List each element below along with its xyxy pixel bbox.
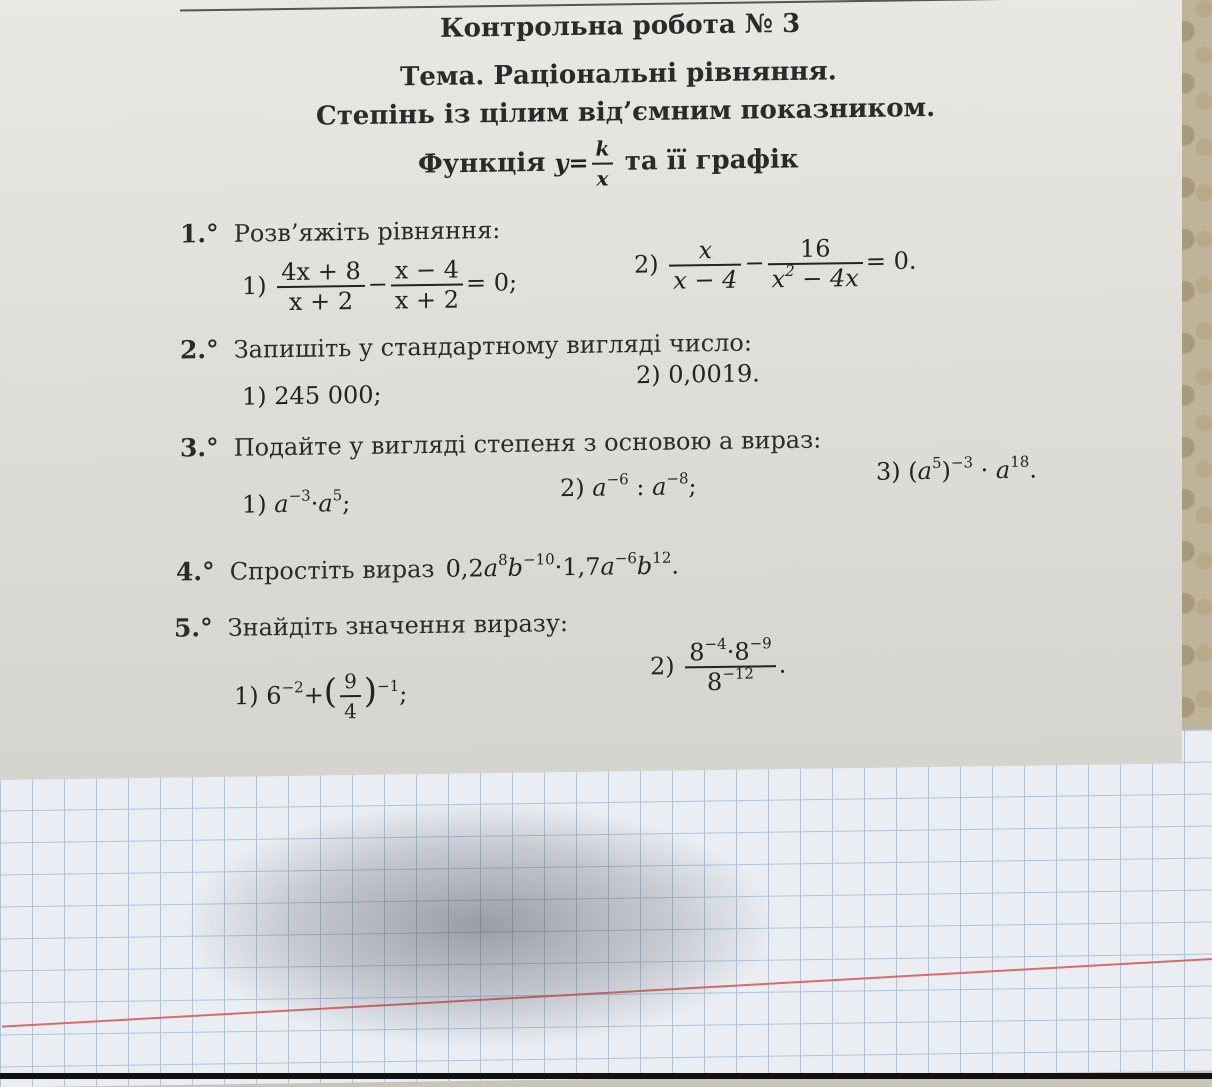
- task-5-item-2: 2) $\frac{8^{-4}\cdot 8^{-9}}{8^{-12}}$ .: [650, 634, 787, 697]
- task-number: 4.°: [176, 557, 215, 587]
- task-2-heading: [180, 328, 752, 365]
- task-number: 3.°: [180, 432, 219, 463]
- task-number: 2.°: [180, 334, 219, 365]
- hand-shadow: [180, 800, 780, 1050]
- task-1-item-2: 2) $\frac{x}{x - 4}$ − $\frac{16}{x^2 - 4x}$ = 0.: [634, 234, 917, 295]
- task-3-heading: [180, 425, 821, 463]
- topic-line-3: [418, 132, 799, 195]
- topic-line-1: Тема. Раціональні рівняння.: [400, 56, 837, 93]
- task-text: Спростіть вираз: [229, 554, 435, 586]
- topic-line-3-prefix: Функція: [418, 147, 546, 180]
- bottom-edge: [0, 1073, 1212, 1079]
- task-3-item-3: 3) $(a^5)^{-3} \cdot a^{18}$.: [876, 452, 1037, 486]
- topic-line-3-suffix: та її графік: [624, 144, 799, 177]
- task-4-expression: $0,2a^8b^{-10}\cdot 1,7a^{-6}b^{12}$.: [445, 548, 680, 583]
- top-rule-line: [180, 0, 1040, 11]
- task-1-item-1: 1) $\frac{4x + 8}{x + 2}$ − $\frac{x - 4}{x + 2}$ = 0;: [242, 255, 518, 316]
- page-title: Контрольна робота № 3: [440, 8, 801, 44]
- task-text: Розв’яжіть рівняння:: [233, 216, 501, 248]
- task-text: Знайдіть значення виразу:: [227, 609, 569, 642]
- task-5-item-1: 1) $6^{-2}+$( $\frac{9}{4}$ )$^{-1}$;: [234, 666, 407, 726]
- task-number: 1.°: [180, 218, 219, 249]
- task-2-item-2: 2) 0,0019.: [636, 359, 760, 390]
- task-text: Подайте у вигляді степеня з основою a вираз:: [233, 425, 822, 462]
- task-2-item-1: 1) 245 000;: [242, 380, 382, 411]
- task-3-item-2: 2) $a^{-6}$ : $a^{-8}$;: [560, 469, 697, 503]
- task-4-heading: [176, 548, 680, 587]
- task-text: Запишіть у стандартному вигляді число:: [233, 328, 752, 364]
- task-5-heading: [174, 608, 568, 643]
- task-1-heading: [180, 215, 500, 248]
- task-number: 5.°: [174, 613, 213, 643]
- function-formula: y= $\frac{k}{x}$: [554, 147, 624, 177]
- task-3-item-1: 1) $a^{-3}\cdot a^5$;: [242, 486, 351, 519]
- topic-line-2: Степінь із цілим від’ємним показником.: [316, 92, 936, 132]
